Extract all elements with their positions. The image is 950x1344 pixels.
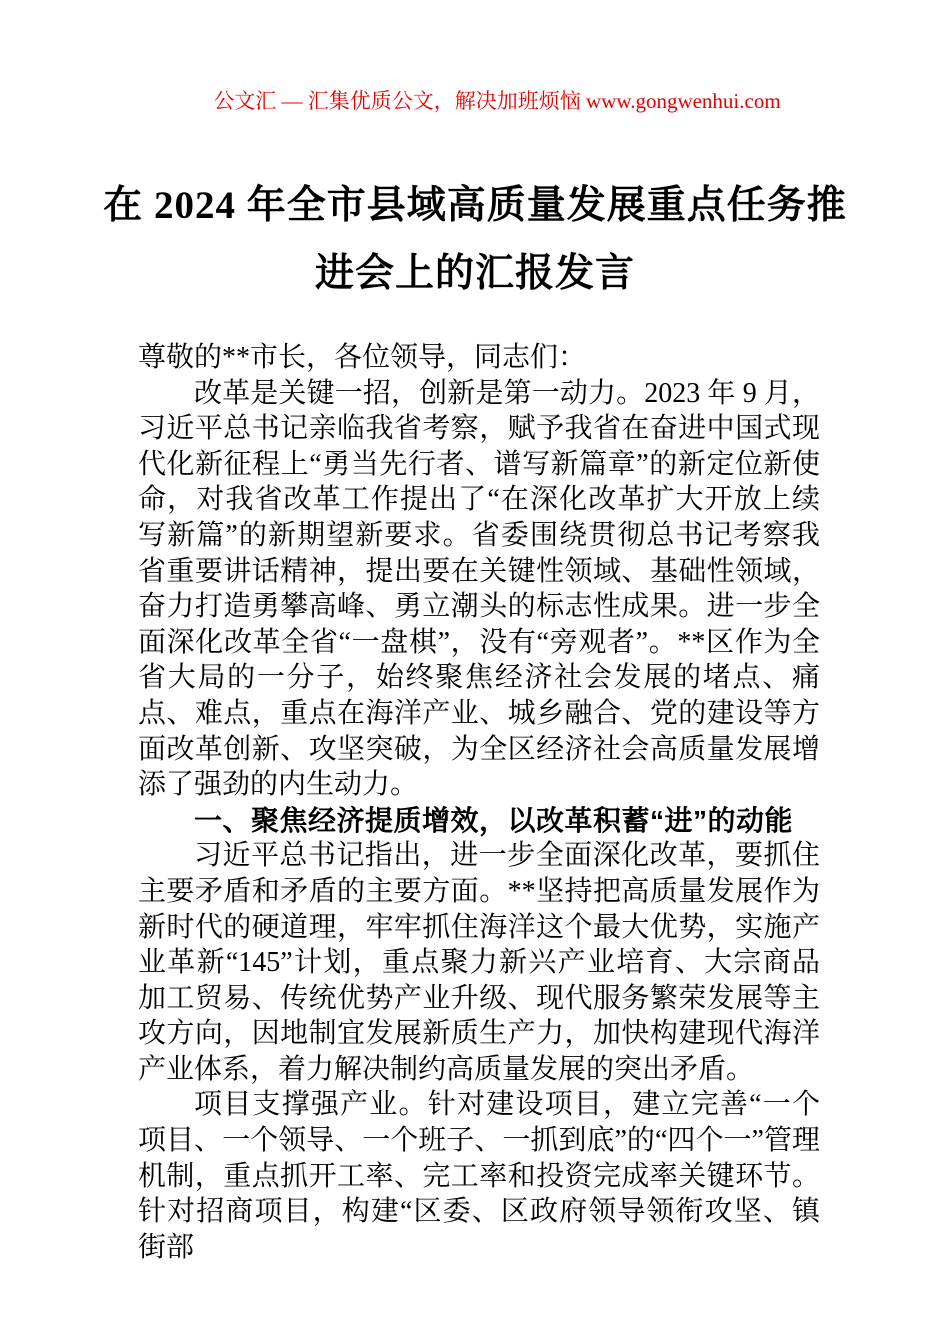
section-heading-one: 一、聚焦经济提质增效，以改革积蓄“进”的动能	[194, 804, 794, 836]
watermark-banner: 公文汇 — 汇集优质公文，解决加班烦恼 www.gongwenhui.com	[213, 89, 781, 113]
greeting-line: 尊敬的**市长，各位领导，同志们：	[138, 342, 587, 373]
paragraph-project-industry: 项目支撑强产业。针对建设项目，建立完善“一个项目、一个领导、一个班子、一抓到底”的“四个一”管理机制，重点抓开工率、完工率和投资完成率关键环节。针对招商项目，构建“区委、区政府领导领衔攻坚、镇街部	[138, 1089, 820, 1263]
document-title-line-2: 进会上的汇报发言	[314, 252, 635, 295]
document-body	[138, 340, 820, 1265]
document-title-line-1: 在 2024 年全市县域高质量发展重点任务推	[103, 184, 847, 227]
paragraph-economy-quality: 习近平总书记指出，进一步全面深化改革，要抓住主要矛盾和矛盾的主要方面。**坚持把高质量发展作为新时代的硬道理，牢牢抓住海洋这个最大优势，实施产业革新“145”计划，重点聚力新兴产业培育、大宗商品加工贸易、传统优势产业升级、现代服务繁荣发展等主攻方向，因地制宜发展新质生产力，加快构建现代海洋产业体系，着力解决制约高质量发展的突出矛盾。	[138, 840, 820, 1085]
document-title	[0, 172, 950, 308]
paragraph-reform-overview: 改革是关键一招，创新是第一动力。2023 年 9 月，习近平总书记亲临我省考察，赋予我省在奋进中国式现代化新征程上“勇当先行者、谱写新篇章”的新定位新使命，对我省改革工作提出了“在深化改革扩大开放上续写新篇”的新期望新要求。省委围绕贯彻总书记考察我省重要讲话精神，提出要在关键性领域、基础性领域，奋力打造勇攀高峰、勇立潮头的标志性成果。进一步全面深化改革全省“一盘棋”，没有“旁观者”。**区作为全省大局的一分子，始终聚焦经济社会发展的堵点、痛点、难点，重点在海洋产业、城乡融合、党的建设等方面改革创新、攻坚突破，为全区经济社会高质量发展增添了强劲的内生动力。	[138, 377, 820, 801]
